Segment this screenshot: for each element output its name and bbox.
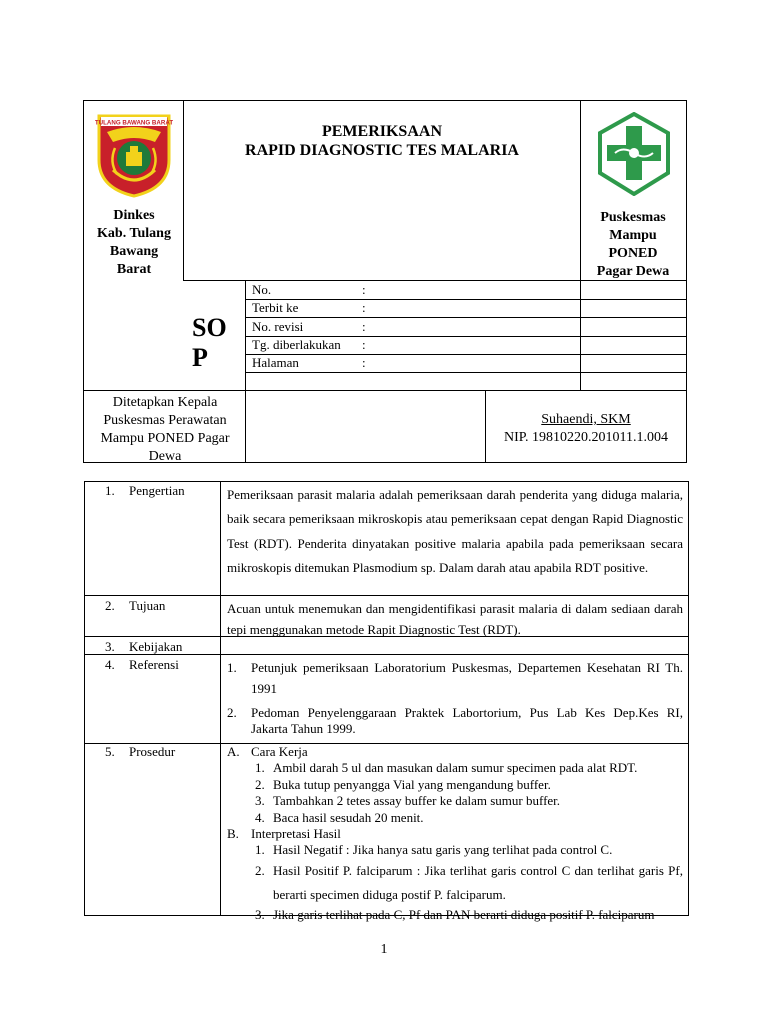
item-text: Petunjuk pemeriksaan Laboratorium Puskesmas, Departemen Kesehatan RI Th. 1991 [251,660,683,696]
section-number: 4. [105,657,115,672]
meta-colon: : [362,355,366,370]
section-label-text: Prosedur [129,744,176,759]
sop-content-table [84,481,689,922]
meta-label-diberlakukan: Tg. diberlakukan [252,337,341,352]
item-number: 1. [255,760,265,776]
section-label-referensi [105,657,179,673]
left-org-line: Barat [116,262,152,277]
list-item [227,842,683,858]
established-line: Mampu PONED Pagar [100,431,230,446]
item-number: 1. [227,660,237,675]
regency-crest-logo [95,110,173,198]
item-number: 3. [255,906,265,922]
meta-colon: : [362,337,366,352]
section-number: 3. [105,639,115,654]
left-org-line: Kab. Tulang [97,226,171,241]
meta-label-no: No. [252,282,272,297]
grid-line [220,482,221,916]
list-item [227,657,683,699]
list-item [227,705,683,737]
section-number: 5. [105,744,115,759]
grid-line [245,354,687,355]
item-number: 2. [255,776,265,792]
heading-text: Interpretasi Hasil [251,826,341,842]
section-label-prosedur [105,744,175,760]
established-line: Puskesmas Perawatan [103,413,227,428]
item-text: Hasil Positif P. falciparum : Jika terlihat garis control C dan terlihat garis Pf, berarti specimen diduga postif P. falciparum. [273,862,683,902]
tujuan-text: Acuan untuk menemukan dan mengidentifikasi parasit malaria di dalam sediaan darah tepi menggunakan metode Rapit Diagnostic Test (RDT). [227,601,683,637]
meta-label-revisi: No. revisi [252,319,304,334]
section-label-text: Pengertian [129,483,185,498]
pengertian-text: Pemeriksaan parasit malaria adalah pemeriksaan darah penderita yang diduga malaria, baik secara pemeriksaan mikroskopis atau pemeriksaan cepat dengan Rapid Diagnostic Test (RDT). Penderita dinyatakan positive malaria apabila pada pemeriksaan secara mikroskopis ditemukan Plasmodium sp. Dalam darah atau apabila RDT positive. [227,487,683,576]
svg-text:TULANG BAWANG BARAT: TULANG BAWANG BARAT [95,119,173,127]
heading-text: Cara Kerja [251,744,308,759]
section-label-text: Tujuan [129,598,166,613]
title-line: PEMERIKSAAN [321,123,442,140]
sop-label-line: SO [192,313,227,342]
list-item [227,777,683,793]
grid-line [84,390,687,391]
meta-colon: : [362,300,366,315]
meta-colon: : [362,282,366,297]
section-label-kebijakan [105,639,182,655]
prosedur-content [227,744,683,923]
list-item [227,859,683,907]
item-number: 2. [255,862,265,878]
item-text: Jika garis terlihat pada C, Pf dan PAN berarti diduga positif P. falciparum [273,906,655,922]
document-title [184,122,580,160]
sop-header-table [83,100,687,463]
right-org-line: Mampu [609,228,657,243]
page-number: 1 [380,942,388,957]
title-line: RAPID DIAGNOSTIC TES MALARIA [245,142,519,159]
meta-label-terbit: Terbit ke [252,300,299,315]
referensi-list [227,657,683,737]
list-item [227,793,683,809]
meta-label-halaman: Halaman [252,355,299,370]
item-number: 2. [227,705,237,720]
heading-letter: B. [227,826,239,842]
right-org-line: PONED [608,246,658,261]
item-number: 1. [255,842,265,858]
item-number: 3. [255,793,265,809]
heading-letter: A. [227,744,240,759]
right-organization [580,209,686,281]
list-item [227,760,683,776]
grid-line [245,372,687,373]
established-line: Dewa [148,449,182,464]
left-organization [84,207,184,279]
signer-block [486,411,686,447]
grid-line [245,299,687,300]
item-text: Buka tutup penyangga Vial yang mengandung buffer. [273,776,551,792]
item-text: Hasil Negatif : Jika hanya satu garis yang terlihat pada control C. [273,842,613,858]
sop-label [192,313,227,373]
sop-label-line: P [192,343,208,372]
procedure-heading-b [227,826,683,842]
established-by [84,394,246,466]
list-item [227,907,683,923]
item-text: Ambil darah 5 ul dan masukan dalam sumur specimen pada alat RDT. [273,760,638,776]
grid-line [245,317,687,318]
item-text: Tambahkan 2 tetes assay buffer ke dalam sumur buffer. [273,793,561,809]
meta-colon: : [362,319,366,334]
section-number: 1. [105,483,115,498]
section-label-pengertian [105,483,185,499]
left-org-line: Dinkes [113,208,155,223]
right-org-line: Puskesmas [600,210,666,225]
puskesmas-logo [597,112,671,196]
item-text: Baca hasil sesudah 20 menit. [273,809,424,825]
left-org-line: Bawang [109,244,159,259]
grid-line [85,595,688,596]
right-org-line: Pagar Dewa [596,264,670,279]
item-number: 4. [255,809,265,825]
established-line: Ditetapkan Kepala [112,395,218,410]
section-label-text: Referensi [129,657,179,672]
list-item [227,810,683,826]
procedure-heading-a [227,744,683,760]
section-label-tujuan [105,598,165,614]
signer-nip: NIP. 19810220.201011.1.004 [504,430,668,445]
item-text: Pedoman Penyelenggaraan Praktek Labortorium, Pus Lab Kes Dep.Kes RI, Jakarta Tahun 1999. [251,705,683,736]
section-number: 2. [105,598,115,613]
section-label-text: Kebijakan [129,639,183,654]
signer-name: Suhaendi, SKM [541,412,631,427]
